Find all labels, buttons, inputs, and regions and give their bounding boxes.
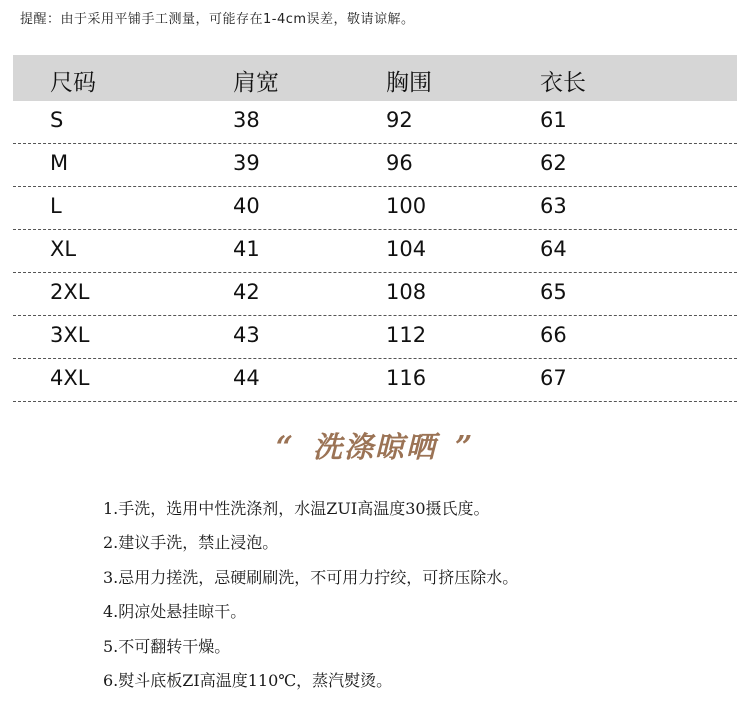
cell-size: M	[50, 151, 69, 175]
table-row	[13, 144, 737, 187]
care-item: 1.手洗，选用中性洗涤剂，水温ZUI高温度30摄氏度。	[103, 499, 490, 518]
care-item: 4.阴凉处悬挂晾干。	[103, 602, 247, 622]
table-row	[13, 316, 737, 359]
cell-size: S	[50, 108, 64, 132]
cell-size: XL	[50, 237, 77, 261]
cell-chest: 112	[386, 323, 427, 347]
cell-length: 61	[540, 108, 567, 132]
open-quote: “	[275, 430, 295, 465]
cell-size: 2XL	[50, 280, 90, 304]
size-table	[13, 55, 737, 402]
cell-size: 3XL	[50, 323, 90, 347]
cell-chest: 96	[386, 151, 413, 175]
care-instructions-list	[103, 496, 518, 702]
cell-length: 66	[540, 323, 567, 347]
header-length: 衣长	[540, 70, 586, 96]
cell-length: 65	[540, 280, 567, 304]
cell-shoulder-width: 40	[233, 194, 260, 218]
header-shoulder-width: 肩宽	[233, 70, 279, 96]
cell-size: L	[50, 194, 62, 218]
care-item: 5.不可翻转干燥。	[103, 636, 231, 656]
cell-shoulder-width: 38	[233, 108, 260, 132]
header-size: 尺码	[50, 70, 96, 96]
cell-length: 64	[540, 237, 567, 261]
header-chest: 胸围	[386, 70, 432, 96]
measurement-notice: 提醒：由于采用平铺手工测量，可能存在1-4cm误差，敬请谅解。	[20, 12, 415, 27]
care-item: 3.忌用力搓洗，忌硬刷刷洗，不可用力拧绞，可挤压除水。	[103, 567, 519, 587]
cell-size: 4XL	[50, 366, 90, 390]
table-row	[13, 359, 737, 402]
cell-length: 62	[540, 151, 567, 175]
cell-chest: 116	[386, 366, 427, 390]
table-row	[13, 187, 737, 230]
care-section-title	[0, 425, 750, 466]
cell-shoulder-width: 44	[233, 366, 260, 390]
cell-chest: 100	[386, 194, 427, 218]
cell-chest: 92	[386, 108, 413, 132]
cell-chest: 104	[386, 237, 427, 261]
close-quote: ”	[455, 430, 475, 465]
cell-length: 67	[540, 366, 567, 390]
table-row	[13, 230, 737, 273]
cell-shoulder-width: 42	[233, 280, 260, 304]
care-item: 6.熨斗底板ZI高温度110℃，蒸汽熨烫。	[103, 670, 393, 690]
care-title-text: 洗涤晾晒	[312, 430, 437, 464]
cell-chest: 108	[386, 280, 427, 304]
cell-length: 63	[540, 194, 567, 218]
care-item: 2.建议手洗，禁止浸泡。	[103, 533, 279, 553]
table-row	[13, 101, 737, 144]
size-table-header	[13, 55, 737, 101]
cell-shoulder-width: 39	[233, 151, 260, 175]
cell-shoulder-width: 41	[233, 237, 260, 261]
size-table-body	[13, 101, 737, 402]
table-row	[13, 273, 737, 316]
cell-shoulder-width: 43	[233, 323, 260, 347]
